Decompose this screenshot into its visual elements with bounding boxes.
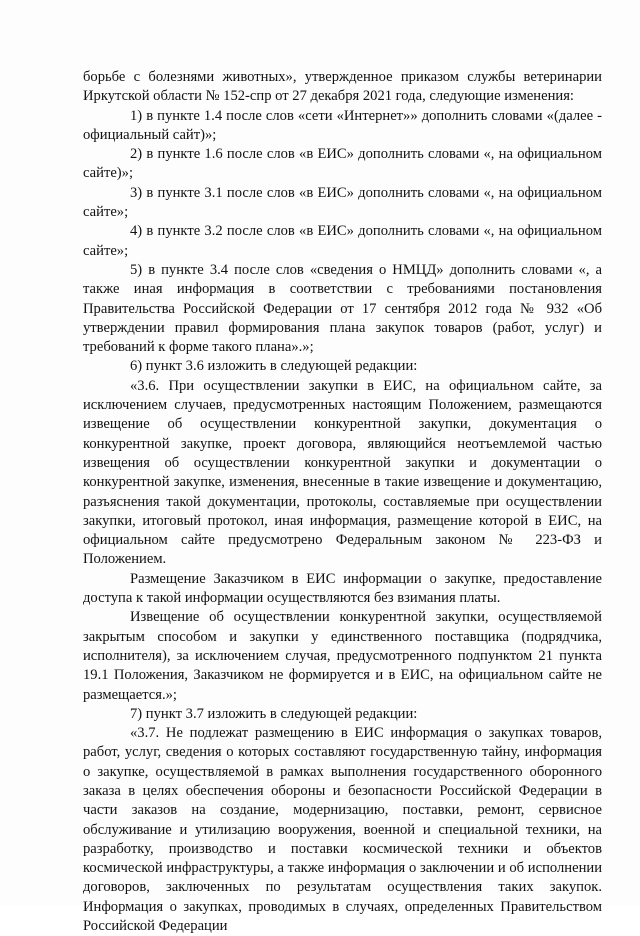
paragraph-clause-3-7: «3.7. Не подлежат размещению в ЕИС информация о закупках товаров, работ, услуг, сведения о которых составляют государственную тайну, информация о закупке, осуществляемой в рамках выполнения государственного оборонного заказа в целях обеспечения обороны и безопасности Российской Федерации в части заказов на создание, модернизацию, поставки, ремонт, сервисное обслуживание и утилизацию вооружения, военной и специальной техники, на разработку, производство и поставки космической техники и объектов космической инфраструктуры, а также информация о заключении и об исполнении договоров, заключенных по результатам осуществления таких закупок. Информация о закупках, проводимых в случаях, определенных Правительством Российской Федерации xyxy=(83,725,602,935)
paragraph-item-6: 6) пункт 3.6 изложить в следующей редакции: xyxy=(130,358,418,375)
paragraph-item-1: 1) в пункте 1.4 после слов «сети «Интернет»» дополнить словами «(далее - официальный сайт)»; xyxy=(83,107,602,143)
paragraph-item-4: 4) в пункте 3.2 после слов «в ЕИС» дополнить словами «, на официальном сайте»; xyxy=(83,223,602,259)
paragraph-clause-3-6-payment: Размещение Заказчиком в ЕИС информации о закупке, предоставление доступа к такой информации осуществляются без взимания платы. xyxy=(83,570,602,607)
paragraph-item-7: 7) пункт 3.7 изложить в следующей редакции: xyxy=(130,705,418,722)
paragraph-intro: борьбе с болезнями животных», утвержденное приказом службы ветеринарии Иркутской области № 152-спр от 27 декабря 2021 года, следующие изменения: xyxy=(83,69,602,105)
paragraph-item-3: 3) в пункте 3.1 после слов «в ЕИС» дополнить словами «, на официальном сайте»; xyxy=(83,184,602,221)
paragraph-clause-3-6: «3.6. При осуществлении закупки в ЕИС, на официальном сайте, за исключением случаев, предусмотренных настоящим Положением, размещаются извещение об осуществлении конкурентной закупки, документация о конкурентной закупке, проект договора, являющийся неотъемлемой частью извещения об осуществлении конкурентной закупки и документации о конкурентной закупке, изменения, внесенные в такие извещение и документацию, разъяснения такой документации, протоколы, составляемые при осуществлении закупки, итоговый протокол, иная информация, размещение которой в ЕИС, на официальном сайте предусмотрено Федеральным законом № 223-ФЗ и Положением. xyxy=(83,377,602,568)
paragraph-item-2: 2) в пункте 1.6 после слов «в ЕИС» дополнить словами «, на официальном сайте)»; xyxy=(83,146,602,182)
paragraph-item-5: 5) в пункте 3.4 после слов «сведения о НМЦД» дополнить словами «, а также иная информация в соответствии с требованиями постановления Правительства Российской Федерации от 17 сентября 2012 года № 932 «Об утверждении правил формирования плана закупок товаров (работ, услуг) и требований к форме такого плана».»; xyxy=(83,261,602,356)
paragraph-clause-3-6-closed: Извещение об осуществлении конкурентной закупки, осуществляемой закрытым способом и закупки у единственного поставщика (подрядчика, исполнителя), за исключением случая, предусмотренного подпунктом 21 пункта 19.1 Положения, Заказчиком не формируется и в ЕИС, на официальном сайте не размещается.»; xyxy=(83,609,602,703)
